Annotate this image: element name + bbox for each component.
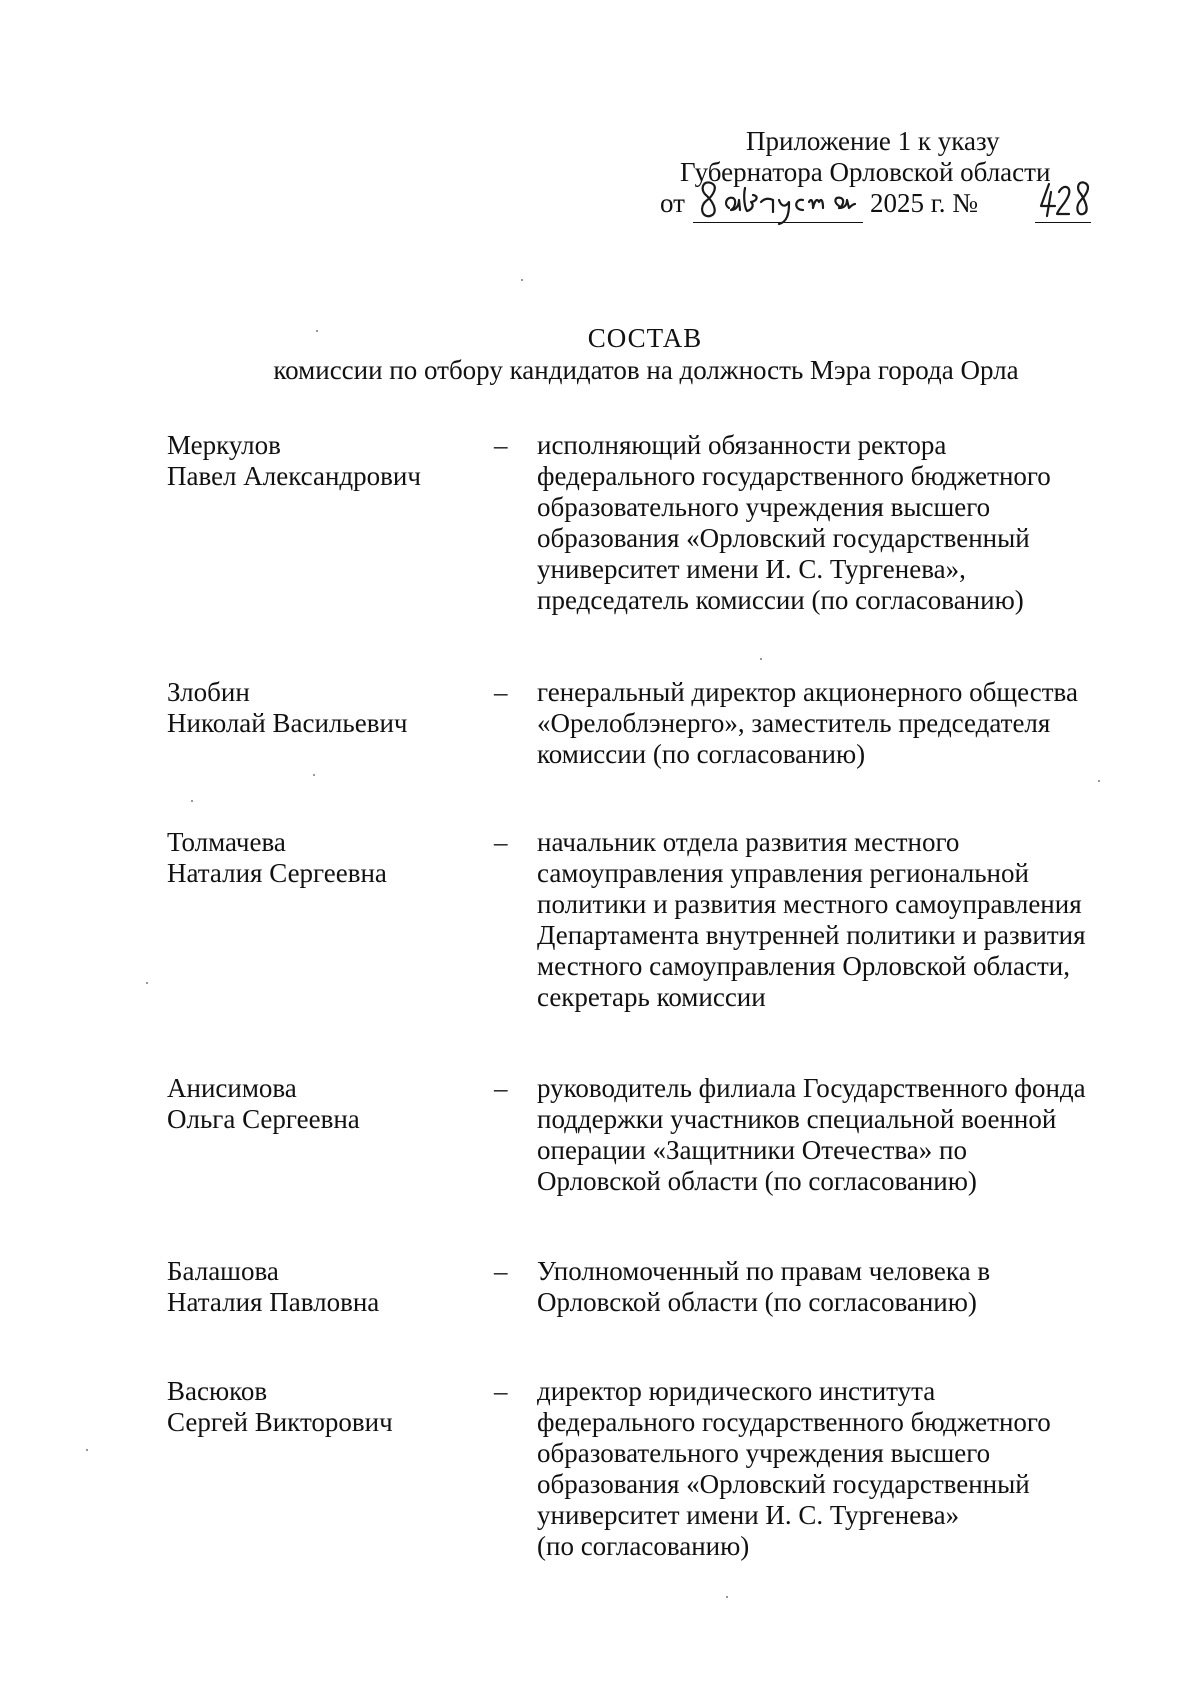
member-given-names: Ольга Сергеевна: [167, 1104, 360, 1134]
title-main: СОСТАВ: [587, 323, 703, 353]
member-dash: –: [494, 827, 508, 857]
scan-speck: [726, 1596, 728, 1598]
role-line: исполняющий обязанности ректора: [537, 430, 947, 460]
member-dash: –: [494, 430, 508, 460]
date-prefix: от: [660, 188, 685, 218]
member-surname: Васюков: [167, 1376, 268, 1406]
member-surname: Толмачева: [167, 827, 286, 857]
decree-year-label: 2025 г. №: [870, 188, 979, 218]
scan-speck: [1098, 780, 1100, 782]
member-name: [167, 1256, 467, 1318]
member-surname: Злобин: [167, 677, 250, 707]
member-given-names: Николай Васильевич: [167, 708, 408, 738]
role-line: образования «Орловский государственный: [537, 523, 1030, 553]
member-given-names: Сергей Викторович: [167, 1407, 393, 1437]
scan-speck: [316, 330, 318, 332]
member-name: [167, 677, 467, 739]
member-name: [167, 430, 467, 492]
role-line: секретарь комиссии: [537, 982, 766, 1012]
role-line: образования «Орловский государственный: [537, 1469, 1030, 1499]
scan-speck: [313, 774, 315, 776]
role-line: операции «Защитники Отечества» по: [537, 1135, 967, 1165]
role-line: начальник отдела развития местного: [537, 827, 960, 857]
role-line: руководитель филиала Государственного фонда: [537, 1073, 1086, 1103]
member-given-names: Наталия Сергеевна: [167, 858, 387, 888]
member-given-names: Наталия Павловна: [167, 1287, 380, 1317]
scan-speck: [146, 982, 148, 984]
role-line: Департамента внутренней политики и развития: [537, 920, 1086, 950]
role-line: политики и развития местного самоуправления: [537, 889, 1082, 919]
member-role: [537, 1256, 1137, 1318]
role-line: самоуправления управления региональной: [537, 858, 1029, 888]
member-name: [167, 1073, 467, 1135]
member-surname: Балашова: [167, 1256, 279, 1286]
member-role: [537, 827, 1137, 1013]
role-line: Орловской области (по согласованию): [537, 1166, 977, 1196]
role-line: генеральный директор акционерного общества: [537, 677, 1078, 707]
appendix-line-2: Губернатора Орловской области: [680, 157, 1051, 187]
member-surname: Анисимова: [167, 1073, 297, 1103]
member-dash: –: [494, 1073, 508, 1103]
role-line: (по согласованию): [537, 1531, 750, 1561]
member-name: [167, 1376, 467, 1438]
role-line: местного самоуправления Орловской области,: [537, 951, 1070, 981]
role-line: федерального государственного бюджетного: [537, 461, 1051, 491]
member-role: [537, 430, 1137, 616]
member-role: [537, 677, 1137, 770]
member-dash: –: [494, 677, 508, 707]
role-line: университет имени И. С. Тургенева»: [537, 1500, 960, 1530]
member-surname: Меркулов: [167, 430, 281, 460]
role-line: председатель комиссии (по согласованию): [537, 585, 1024, 615]
scan-speck: [191, 800, 193, 802]
scan-speck: [760, 658, 762, 660]
scan-speck: [86, 1449, 88, 1451]
role-line: образовательного учреждения высшего: [537, 1438, 991, 1468]
member-given-names: Павел Александрович: [167, 461, 421, 491]
member-dash: –: [494, 1376, 508, 1406]
role-line: Уполномоченный по правам человека в: [537, 1256, 991, 1286]
role-line: «Орелоблэнерго», заместитель председателя: [537, 708, 1051, 738]
role-line: образовательного учреждения высшего: [537, 492, 991, 522]
role-line: директор юридического института: [537, 1376, 936, 1406]
title-subtitle: комиссии по отбору кандидатов на должность Мэра города Орла: [273, 355, 1019, 385]
scan-speck: [521, 279, 523, 281]
member-role: [537, 1376, 1137, 1562]
role-line: Орловской области (по согласованию): [537, 1287, 977, 1317]
role-line: федерального государственного бюджетного: [537, 1407, 1051, 1437]
role-line: поддержки участников специальной военной: [537, 1104, 1057, 1134]
role-line: комиссии (по согласованию): [537, 739, 866, 769]
role-line: университет имени И. С. Тургенева»,: [537, 554, 966, 584]
appendix-line-1: Приложение 1 к указу: [746, 126, 1000, 156]
member-role: [537, 1073, 1137, 1197]
member-name: [167, 827, 467, 889]
member-dash: –: [494, 1256, 508, 1286]
